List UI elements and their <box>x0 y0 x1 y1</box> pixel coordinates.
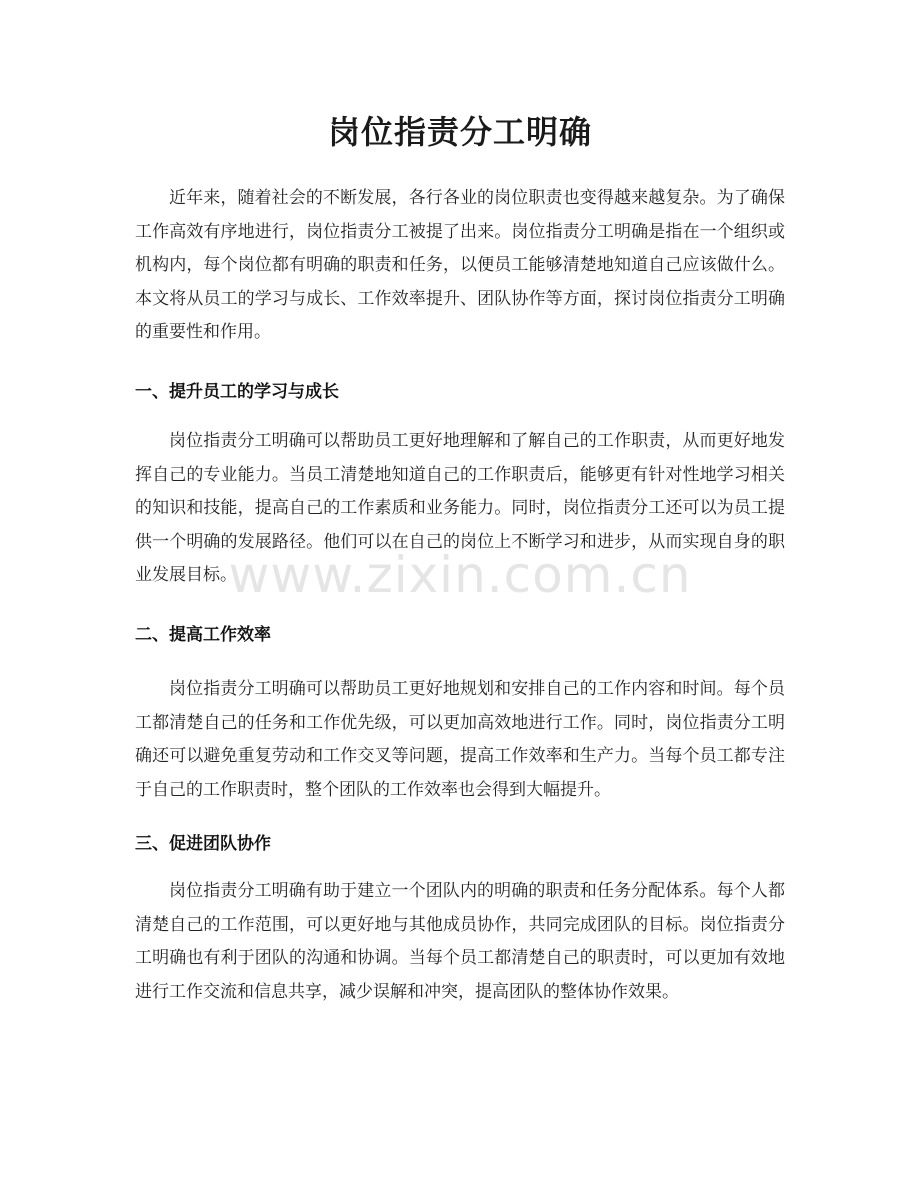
section-1-heading: 一、提升员工的学习与成长 <box>135 382 339 402</box>
section-2-heading: 二、提高工作效率 <box>135 625 271 645</box>
watermark: www.zixin.com.cn <box>228 546 692 604</box>
section-1-paragraph: 岗位指责分工明确可以帮助员工更好地理解和了解自己的工作职责，从而更好地发挥自己的专业能力。当员工清楚地知道自己的工作职责后，能够更有针对性地学习相关的知识和技能，提高自己的工作素质和业务能力。同时，岗位指责分工还可以为员工提供一个明确的发展路径。他们可以在自己的岗位上不断学习和进步，从而实现自身的职业发展目标。 <box>135 431 785 585</box>
section-3-paragraph: 岗位指责分工明确有助于建立一个团队内的明确的职责和任务分配体系。每个人都清楚自己的工作范围，可以更好地与其他成员协作，共同完成团队的目标。岗位指责分工明确也有利于团队的沟通和协调。当每个员工都清楚自己的职责时，可以更加有效地进行工作交流和信息共享，减少误解和冲突，提高团队的整体协作效果。 <box>135 881 785 1002</box>
section-2-paragraph: 岗位指责分工明确可以帮助员工更好地规划和安排自己的工作内容和时间。每个员工都清楚自己的任务和工作优先级，可以更加高效地进行工作。同时，岗位指责分工明确还可以避免重复劳动和工作交叉等问题，提高工作效率和生产力。当每个员工都专注于自己的工作职责时，整个团队的工作效率也会得到大幅提升。 <box>135 679 785 800</box>
intro-paragraph: 近年来，随着社会的不断发展，各行各业的岗位职责也变得越来越复杂。为了确保工作高效有序地进行，岗位指责分工被提了出来。岗位指责分工明确是指在一个组织或机构内，每个岗位都有明确的职责和任务，以便员工能够清楚地知道自己应该做什么。本文将从员工的学习与成长、工作效率提升、团队协作等方面，探讨岗位指责分工明确的重要性和作用。 <box>135 188 785 342</box>
section-3-heading: 三、促进团队协作 <box>135 834 271 854</box>
document-title: 岗位指责分工明确 <box>327 113 592 151</box>
